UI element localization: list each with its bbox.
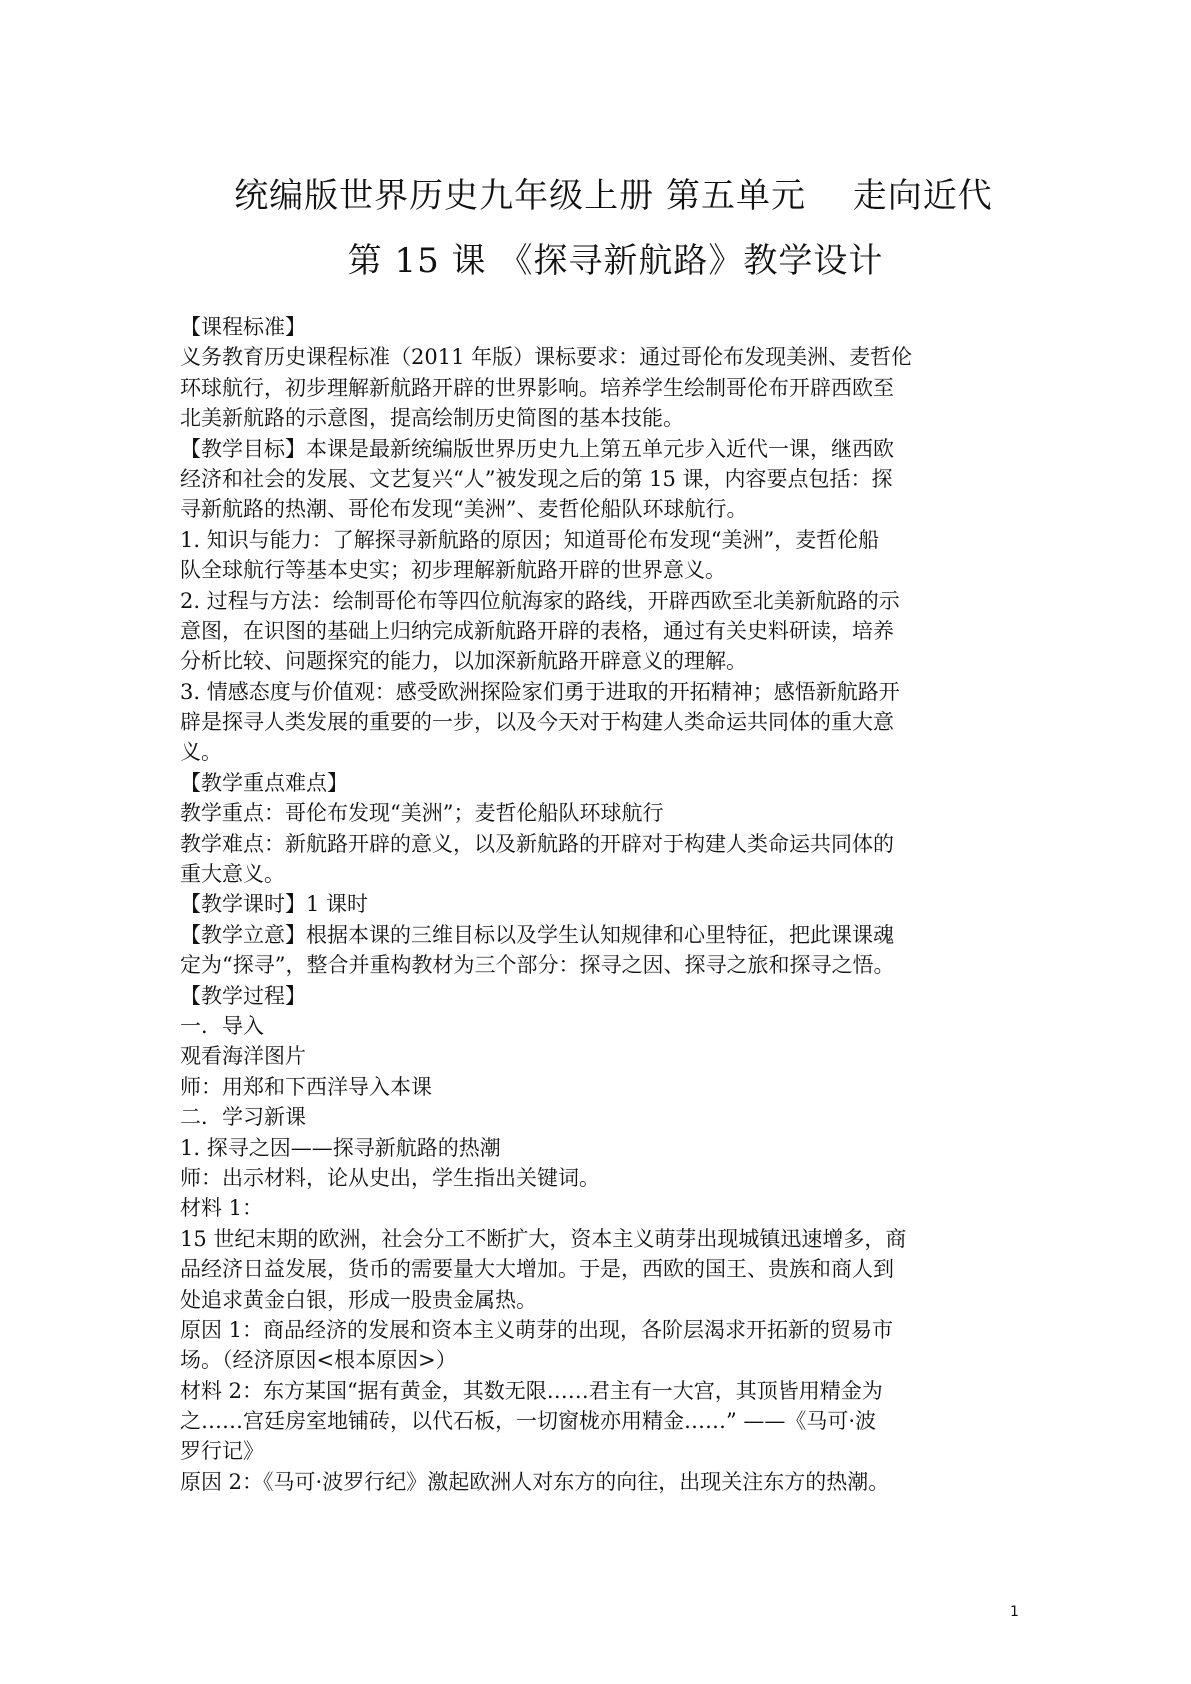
- paragraph-line: 材料 2：东方某国“据有黄金，其数无限……君主有一大宫，其顶皆用精金为: [180, 1378, 883, 1403]
- paragraph-line: 教学难点：新航路开辟的意义，以及新航路的开辟对于构建人类命运共同体的: [180, 831, 894, 856]
- paragraph-line: 义务教育历史课程标准（2011 年版）课标要求：通过哥伦布发现美洲、麦哲伦: [180, 345, 913, 370]
- paragraph-line: 原因 1：商品经济的发展和资本主义萌芽的出现，各阶层渴求开拓新的贸易市: [180, 1317, 894, 1342]
- paragraph-line: 一．导入: [180, 1013, 264, 1038]
- paragraph-line: 意图，在识图的基础上归纳完成新航路开辟的表格，通过有关史料研读，培养: [180, 618, 894, 643]
- document-body: [180, 312, 1020, 1497]
- paragraph-line: 经济和社会的发展、文艺复兴“人”被发现之后的第 15 课，内容要点包括：探: [180, 466, 893, 491]
- paragraph-line: 3. 情感态度与价值观：感受欧洲探险家们勇于进取的开拓精神；感悟新航路开: [180, 679, 900, 704]
- paragraph-line: 教学重点：哥伦布发现“美洲”；麦哲伦船队环球航行: [180, 801, 664, 826]
- page-number: 1: [1010, 1604, 1019, 1620]
- paragraph-line: 队全球航行等基本史实；初步理解新航路开辟的世界意义。: [180, 558, 726, 583]
- paragraph-line: 【教学立意】根据本课的三维目标以及学生认知规律和心里特征，把此课课魂: [180, 922, 894, 947]
- paragraph-line: 原因 2：《马可·波罗行纪》激起欧洲人对东方的向往，出现关注东方的热潮。: [180, 1469, 890, 1494]
- paragraph-line: 定为“探寻”，整合并重构教材为三个部分：探寻之因、探寻之旅和探寻之悟。: [180, 953, 895, 978]
- paragraph-line: 2. 过程与方法：绘制哥伦布等四位航海家的路线，开辟西欧至北美新航路的示: [180, 588, 900, 613]
- paragraph-line: 【教学重点难点】: [180, 770, 348, 795]
- paragraph-line: 【课程标准】: [180, 315, 306, 339]
- paragraph-line: 【教学课时】1 课时: [180, 892, 369, 917]
- paragraph-line: 【教学目标】本课是最新统编版世界历史九上第五单元步入近代一课，继西欧: [180, 436, 894, 461]
- paragraph-line: 师：用郑和下西洋导入本课: [180, 1074, 432, 1099]
- paragraph-line: 之……宫廷房室地铺砖，以代石板，一切窗栊亦用精金……” ——《马可·波: [180, 1409, 877, 1434]
- paragraph-line: 二．学习新课: [180, 1105, 306, 1130]
- document-title-line-1: 统编版世界历史九年级上册 第五单元 走向近代: [234, 176, 993, 216]
- paragraph-line: 北美新航路的示意图，提高绘制历史简图的基本技能。: [180, 406, 684, 431]
- paragraph-line: 分析比较、问题探究的能力，以加深新航路开辟意义的理解。: [180, 649, 747, 674]
- paragraph-line: 【教学过程】: [180, 983, 306, 1008]
- paragraph-line: 处追求黄金白银，形成一股贵金属热。: [180, 1287, 537, 1312]
- paragraph-line: 观看海洋图片: [180, 1044, 306, 1069]
- paragraph-line: 重大意义。: [180, 862, 285, 887]
- paragraph-line: 品经济日益发展，货币的需要量大大增加。于是，西欧的国王、贵族和商人到: [180, 1257, 894, 1282]
- paragraph-line: 材料 1：: [180, 1196, 264, 1221]
- paragraph-line: 场。（经济原因<根本原因>）: [180, 1348, 457, 1373]
- document-title-line-2: 第 15 课 《探寻新航路》教学设计: [347, 241, 884, 281]
- paragraph-line: 寻新航路的热潮、哥伦布发现“美洲”、麦哲伦船队环球航行。: [180, 497, 748, 522]
- paragraph-line: 环球航行，初步理解新航路开辟的世界影响。培养学生绘制哥伦布开辟西欧至: [180, 375, 894, 400]
- paragraph-line: 1. 知识与能力：了解探寻新航路的原因；知道哥伦布发现“美洲”，麦哲伦船: [180, 527, 880, 552]
- paragraph-line: 1. 探寻之因——探寻新航路的热潮: [180, 1135, 501, 1160]
- paragraph-line: 15 世纪末期的欧洲，社会分工不断扩大，资本主义萌芽出现城镇迅速增多，商: [180, 1226, 907, 1251]
- paragraph-line: 师：出示材料，论从史出，学生指出关键词。: [180, 1165, 600, 1190]
- paragraph-line: 罗行记》: [180, 1439, 264, 1464]
- paragraph-line: 义。: [180, 740, 222, 765]
- paragraph-line: 辟是探寻人类发展的重要的一步，以及今天对于构建人类命运共同体的重大意: [180, 710, 894, 735]
